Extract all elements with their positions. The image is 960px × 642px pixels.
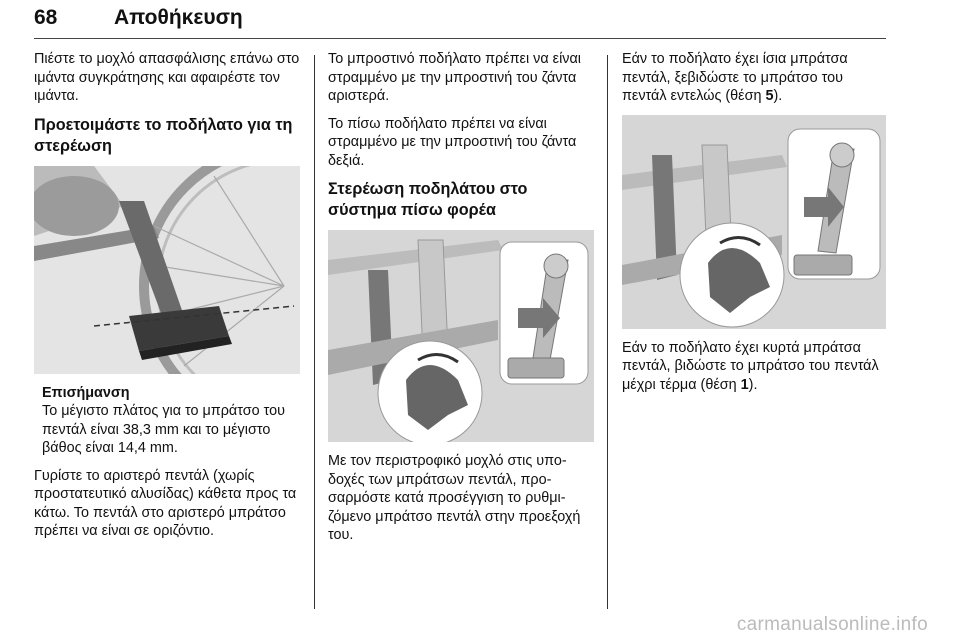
front-bike-paragraph: Το μπροστινό ποδήλατο πρέπει να είναι στραμμένο με την μπροστινή του ζάντα αριστερά. xyxy=(328,51,582,104)
note-body: Το μέγιστο πλάτος για το μπράτσο του πεντάλ είναι 38,3 mm και το μέγιστο βάθος είναι 14,4 mm. xyxy=(42,403,285,456)
column-1 xyxy=(34,50,300,550)
curved-arm-paragraph xyxy=(622,339,886,395)
watermark: carmanualsonline.info xyxy=(736,614,928,635)
rotary-knob-paragraph: Με τον περιστροφικό μοχλό στις υποδοχές των μπράτσων πεντάλ, προσαρμόστε κατά προσέγγιση το ρυθμιζόμενο μπράτσο πεντάλ στην προεξοχή του. xyxy=(328,453,581,543)
intro-paragraph: Πιέστε το μοχλό απασφάλισης επάνω στο ιμάντα συγκράτησης και αφαιρέστε τον ιμάντα. xyxy=(34,51,300,104)
figure-rotary-knob xyxy=(328,230,594,442)
curved-arm-end: ). xyxy=(748,376,758,393)
column-divider-2 xyxy=(607,55,608,609)
heading-mount-bike: Στερέωση ποδηλάτου στο σύστημα πίσω φορέα xyxy=(328,180,528,219)
position-1: 1 xyxy=(740,376,749,393)
note-box xyxy=(34,384,300,458)
page-number: 68 xyxy=(34,6,58,29)
column-divider-1 xyxy=(314,55,315,609)
figure-bicycle-pedal xyxy=(34,166,300,374)
section-title: Αποθήκευση xyxy=(114,6,243,29)
crank-paragraph: Γυρίστε το αριστερό πεντάλ (χωρίς προστατευτικό αλυσίδας) κάθετα προς τα κάτω. Το πεντάλ στο αριστερό μπράτσο πρέπει να είναι σε οριζόντιο. xyxy=(34,467,297,539)
page-header xyxy=(34,6,884,36)
header-divider xyxy=(34,38,886,39)
straight-arm-end: ). xyxy=(773,88,783,104)
straight-arm-paragraph xyxy=(622,50,886,106)
figure-pedal-arm-adjust xyxy=(622,115,886,329)
column-2 xyxy=(328,50,594,554)
heading-prepare-bike: Προετοιμάστε το ποδήλατο για τη στερέωση xyxy=(34,115,293,155)
curved-arm-text: Εάν το ποδήλατο έχει κυρτά μπράτσα πεντάλ, βιδώστε το μπράτσο του πεντάλ μέχρι τέρμα (θέση xyxy=(622,339,879,393)
note-title: Επισήμανση xyxy=(42,384,130,401)
straight-arm-text: Εάν το ποδήλατο έχει ίσια μπράτσα πεντάλ, ξεβιδώστε το μπράτσο του πεντάλ εντελώς (θέση xyxy=(622,51,848,104)
position-5: 5 xyxy=(765,88,774,104)
rear-bike-paragraph: Το πίσω ποδήλατο πρέπει να είναι στραμμένο με την μπροστινή του ζάντα δεξιά. xyxy=(328,115,577,169)
column-3 xyxy=(622,50,886,403)
